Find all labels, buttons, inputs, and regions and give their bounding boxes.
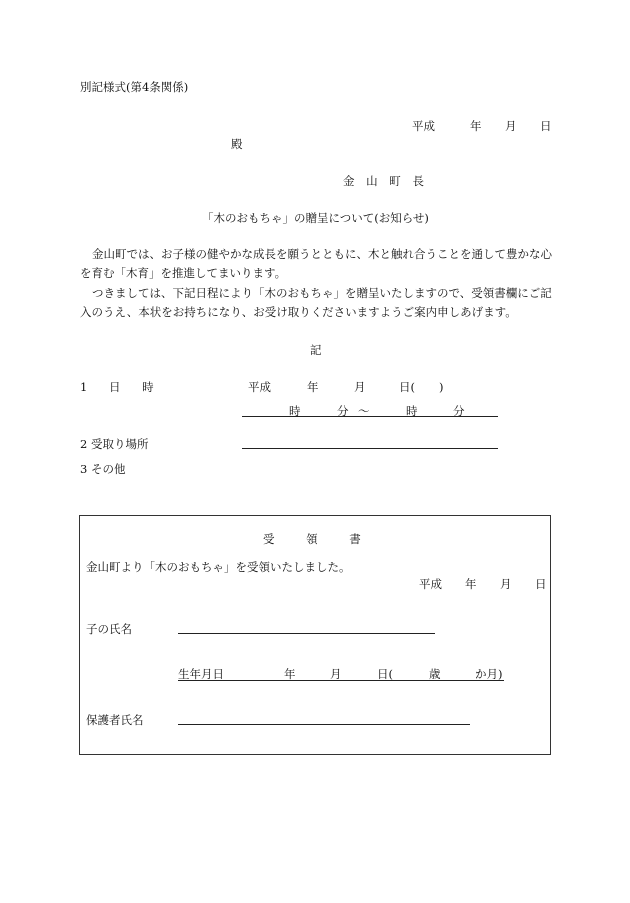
header-date-month: 月 bbox=[505, 119, 517, 133]
body-paragraph-1: 金山町では、お子様の健やかな成長を願うとともに、木と触れ合うことを通して豊かな心を育む「木育」を推進してまいります。 bbox=[80, 247, 552, 280]
child-name-label: 子の氏名 bbox=[86, 622, 132, 636]
guardian-name-label: 保護者氏名 bbox=[86, 713, 144, 727]
addressee-suffix: 殿 bbox=[231, 137, 243, 151]
birth-day: 日( bbox=[377, 667, 393, 681]
item1-date-month: 月 bbox=[354, 380, 366, 394]
item1-date-close: ) bbox=[439, 380, 444, 394]
header-date-era: 平成 bbox=[412, 119, 435, 133]
receipt-date-era: 平成 bbox=[419, 577, 442, 591]
child-name-line[interactable] bbox=[178, 633, 435, 634]
header-date-year: 年 bbox=[470, 119, 482, 133]
body-paragraph-2: つきましては、下記日程により「木のおもちゃ」を贈呈いたしますので、受領書欄にご記入のうえ、本状をお持ちになり、お受け取りくださいますようご案内申しあげます。 bbox=[80, 286, 552, 319]
item2-label: 2 受取り場所 bbox=[80, 437, 149, 451]
birth-year: 年 bbox=[284, 667, 296, 681]
ki-heading: 記 bbox=[310, 343, 322, 357]
age-months: か月) bbox=[475, 667, 503, 681]
guardian-name-line[interactable] bbox=[178, 724, 470, 725]
location-line bbox=[242, 448, 498, 449]
receipt-box bbox=[79, 515, 551, 755]
item3-label: 3 その他 bbox=[80, 462, 126, 476]
sender-title: 金 山 町 長 bbox=[343, 174, 424, 188]
receipt-date-month: 月 bbox=[500, 577, 512, 591]
receipt-date-year: 年 bbox=[465, 577, 477, 591]
age-years: 歳 bbox=[429, 667, 441, 681]
time-hour-end: 時 bbox=[406, 404, 418, 418]
receipt-date-day: 日 bbox=[535, 577, 547, 591]
form-label: 別記様式(第4条関係) bbox=[80, 80, 189, 94]
time-tilde: ～ bbox=[358, 404, 370, 418]
birth-label: 生年月日 bbox=[178, 667, 224, 681]
time-min-end: 分 bbox=[453, 404, 465, 418]
time-hour-start: 時 bbox=[289, 404, 301, 418]
receipt-statement: 金山町より「木のおもちゃ」を受領いたしました。 bbox=[86, 560, 351, 574]
item1-date-day: 日( bbox=[399, 380, 415, 394]
time-min-start: 分 bbox=[337, 404, 349, 418]
item1-date-year: 年 bbox=[307, 380, 319, 394]
document-title: 「木のおもちゃ」の贈呈について(お知らせ) bbox=[202, 211, 429, 225]
item1-label: 1 日 時 bbox=[80, 380, 154, 394]
receipt-title: 受 領 書 bbox=[263, 532, 361, 546]
header-date-day: 日 bbox=[540, 119, 552, 133]
time-underline bbox=[242, 416, 498, 417]
birth-underline[interactable] bbox=[178, 680, 504, 681]
item1-date-era: 平成 bbox=[248, 380, 271, 394]
birth-month: 月 bbox=[330, 667, 342, 681]
